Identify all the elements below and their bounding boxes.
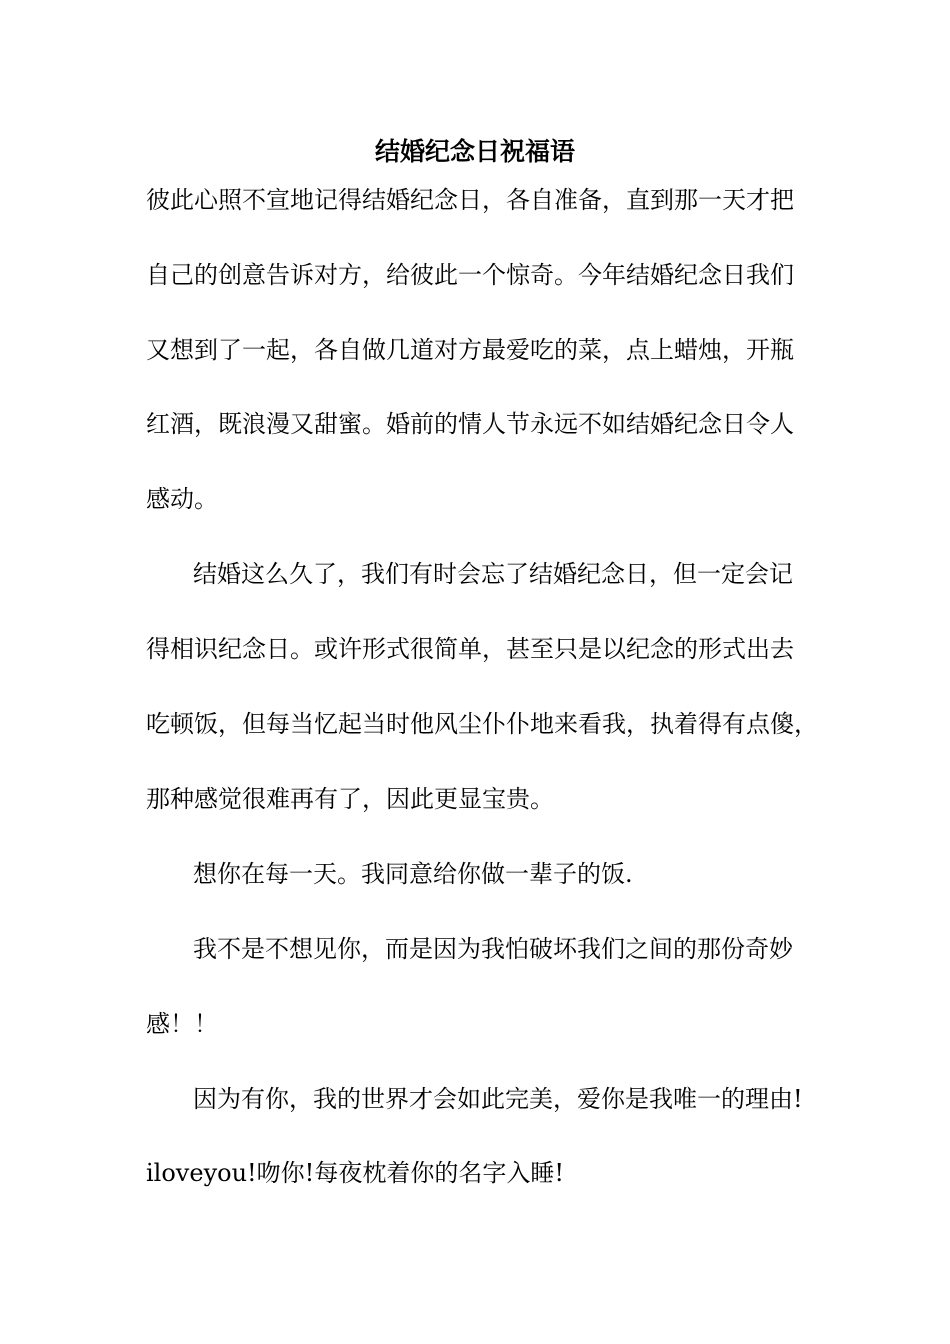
paragraph-1-line-5: 感动。 <box>146 485 218 513</box>
paragraph-4-line-1: 我不是不想见你，而是因为我怕破坏我们之间的那份奇妙 <box>193 935 793 963</box>
paragraph-5-line-1: 因为有你，我的世界才会如此完美，爱你是我唯一的理由! <box>193 1085 803 1113</box>
paragraph-3-line-1: 想你在每一天。我同意给你做一辈子的饭. <box>193 860 633 888</box>
paragraph-2-line-4: 那种感觉很难再有了，因此更显宝贵。 <box>146 785 554 813</box>
paragraph-1-line-2: 自己的创意告诉对方，给彼此一个惊奇。今年结婚纪念日我们 <box>146 261 794 289</box>
paragraph-1-line-1: 彼此心照不宣地记得结婚纪念日，各自准备，直到那一天才把 <box>146 186 794 214</box>
paragraph-2-line-1: 结婚这么久了，我们有时会忘了结婚纪念日，但一定会记 <box>193 560 793 588</box>
paragraph-5-line-2: iloveyou!吻你!每夜枕着你的名字入睡! <box>146 1159 564 1187</box>
paragraph-1-line-4: 红酒，既浪漫又甜蜜。婚前的情人节永远不如结婚纪念日令人 <box>146 410 794 438</box>
paragraph-2-line-2: 得相识纪念日。或许形式很简单，甚至只是以纪念的形式出去 <box>146 635 794 663</box>
paragraph-4-line-2: 感！！ <box>146 1010 218 1038</box>
paragraph-1-line-3: 又想到了一起，各自做几道对方最爱吃的菜，点上蜡烛，开瓶 <box>146 336 794 364</box>
paragraph-2-line-3: 吃顿饭，但每当忆起当时他风尘仆仆地来看我，执着得有点傻， <box>146 710 818 738</box>
document-title: 结婚纪念日祝福语 <box>374 137 575 166</box>
